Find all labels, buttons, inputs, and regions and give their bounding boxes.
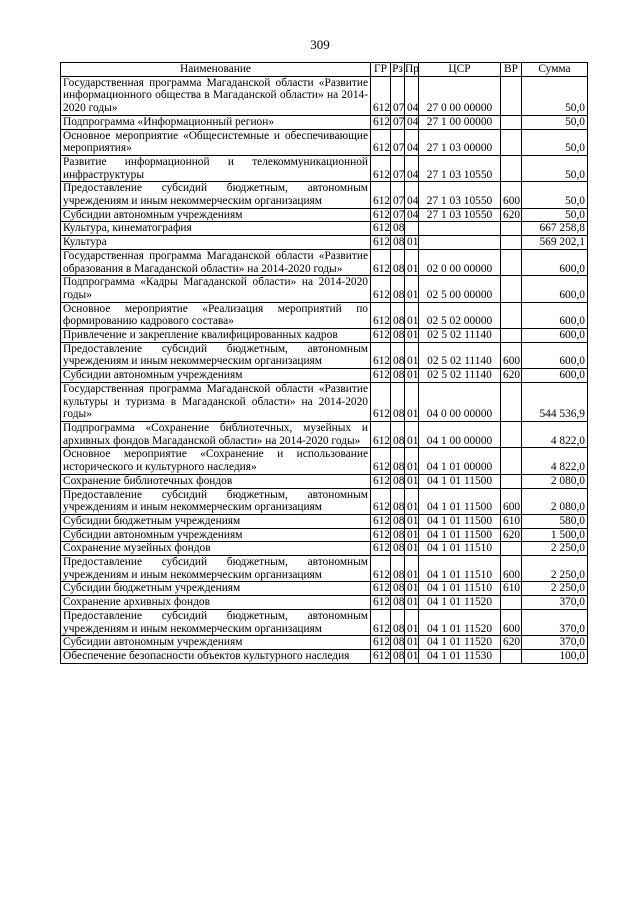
row-name: Предоставление субсидий бюджетным, автономным учреждениям и иным некоммерческим организациям bbox=[61, 556, 371, 582]
row-pr: 01 bbox=[405, 582, 419, 596]
row-gr: 612 bbox=[371, 514, 391, 528]
row-name: Государственная программа Магаданской области «Развитие культуры и туризма в Магаданской области» на 2014-2020 годы» bbox=[61, 382, 371, 421]
row-gr: 612 bbox=[371, 636, 391, 650]
header-row bbox=[61, 63, 588, 77]
row-gr: 612 bbox=[371, 208, 391, 222]
row-name: Субсидии автономным учреждениям bbox=[61, 208, 371, 222]
row-csr: 04 1 01 11520 bbox=[419, 609, 501, 635]
header-csr: ЦСР bbox=[419, 63, 501, 77]
row-name: Государственная программа Магаданской области «Развитие информационного общества в Магаданской области» на 2014-2020 годы» bbox=[61, 76, 371, 115]
row-pr: 01 bbox=[405, 421, 419, 447]
row-vr: 600 bbox=[501, 182, 522, 208]
row-rz: 08 bbox=[391, 342, 405, 368]
header-sum: Сумма bbox=[522, 63, 588, 77]
budget-table bbox=[60, 62, 588, 664]
row-name: Субсидии автономным учреждениям bbox=[61, 528, 371, 542]
table-row bbox=[61, 448, 588, 474]
table-row bbox=[61, 302, 588, 328]
row-gr: 612 bbox=[371, 582, 391, 596]
row-vr bbox=[501, 276, 522, 302]
table-row bbox=[61, 369, 588, 383]
table-body bbox=[61, 76, 588, 663]
row-vr bbox=[501, 249, 522, 275]
row-pr: 01 bbox=[405, 276, 419, 302]
table-row bbox=[61, 514, 588, 528]
row-sum: 2 250,0 bbox=[522, 582, 588, 596]
row-vr: 620 bbox=[501, 208, 522, 222]
row-sum: 667 258,8 bbox=[522, 222, 588, 236]
row-gr: 612 bbox=[371, 382, 391, 421]
row-rz: 08 bbox=[391, 222, 405, 236]
row-rz: 08 bbox=[391, 329, 405, 343]
row-rz: 08 bbox=[391, 448, 405, 474]
row-rz: 08 bbox=[391, 596, 405, 610]
row-vr bbox=[501, 421, 522, 447]
row-rz: 08 bbox=[391, 302, 405, 328]
table-row bbox=[61, 155, 588, 181]
table-row bbox=[61, 222, 588, 236]
row-sum: 100,0 bbox=[522, 649, 588, 663]
row-sum: 580,0 bbox=[522, 514, 588, 528]
row-rz: 07 bbox=[391, 182, 405, 208]
row-sum: 50,0 bbox=[522, 115, 588, 129]
row-rz: 08 bbox=[391, 528, 405, 542]
row-csr: 27 0 00 00000 bbox=[419, 76, 501, 115]
row-pr: 04 bbox=[405, 208, 419, 222]
row-pr: 01 bbox=[405, 556, 419, 582]
row-sum: 2 250,0 bbox=[522, 542, 588, 556]
row-gr: 612 bbox=[371, 155, 391, 181]
row-gr: 612 bbox=[371, 329, 391, 343]
row-pr: 01 bbox=[405, 609, 419, 635]
row-vr bbox=[501, 76, 522, 115]
row-sum: 600,0 bbox=[522, 249, 588, 275]
row-name: Предоставление субсидий бюджетным, автономным учреждениям и иным некоммерческим организациям bbox=[61, 609, 371, 635]
table-row bbox=[61, 636, 588, 650]
table-row bbox=[61, 342, 588, 368]
row-rz: 08 bbox=[391, 556, 405, 582]
row-name: Подпрограмма «Кадры Магаданской области» на 2014-2020 годы» bbox=[61, 276, 371, 302]
row-name: Культура, кинематография bbox=[61, 222, 371, 236]
table-row bbox=[61, 528, 588, 542]
row-csr: 04 1 01 11510 bbox=[419, 582, 501, 596]
row-pr bbox=[405, 222, 419, 236]
row-csr: 04 0 00 00000 bbox=[419, 382, 501, 421]
row-csr: 27 1 00 00000 bbox=[419, 115, 501, 129]
row-sum: 569 202,1 bbox=[522, 236, 588, 250]
row-csr bbox=[419, 236, 501, 250]
row-vr: 600 bbox=[501, 488, 522, 514]
row-sum: 50,0 bbox=[522, 76, 588, 115]
row-rz: 08 bbox=[391, 636, 405, 650]
row-pr: 01 bbox=[405, 528, 419, 542]
row-pr: 01 bbox=[405, 249, 419, 275]
row-sum: 600,0 bbox=[522, 329, 588, 343]
row-name: Государственная программа Магаданской области «Развитие образования в Магаданской области» на 2014-2020 годы» bbox=[61, 249, 371, 275]
row-csr: 27 1 03 00000 bbox=[419, 129, 501, 155]
row-rz: 08 bbox=[391, 514, 405, 528]
row-gr: 612 bbox=[371, 542, 391, 556]
row-name: Развитие информационной и телекоммуникационной инфраструктуры bbox=[61, 155, 371, 181]
row-gr: 612 bbox=[371, 276, 391, 302]
table-row bbox=[61, 276, 588, 302]
row-name: Привлечение и закрепление квалифицированных кадров bbox=[61, 329, 371, 343]
row-gr: 612 bbox=[371, 342, 391, 368]
row-pr: 01 bbox=[405, 329, 419, 343]
header-vr: ВР bbox=[501, 63, 522, 77]
row-gr: 612 bbox=[371, 649, 391, 663]
row-rz: 08 bbox=[391, 542, 405, 556]
row-sum: 544 536,9 bbox=[522, 382, 588, 421]
row-sum: 600,0 bbox=[522, 302, 588, 328]
row-rz: 08 bbox=[391, 382, 405, 421]
row-name: Субсидии бюджетным учреждениям bbox=[61, 582, 371, 596]
row-vr bbox=[501, 382, 522, 421]
row-pr: 01 bbox=[405, 342, 419, 368]
table-row bbox=[61, 649, 588, 663]
row-gr: 612 bbox=[371, 609, 391, 635]
row-csr: 02 0 00 00000 bbox=[419, 249, 501, 275]
row-vr: 600 bbox=[501, 556, 522, 582]
row-rz: 08 bbox=[391, 236, 405, 250]
row-rz: 08 bbox=[391, 582, 405, 596]
row-vr bbox=[501, 649, 522, 663]
row-name: Субсидии автономным учреждениям bbox=[61, 369, 371, 383]
row-pr: 04 bbox=[405, 115, 419, 129]
row-gr: 612 bbox=[371, 474, 391, 488]
row-vr: 620 bbox=[501, 528, 522, 542]
table-row bbox=[61, 208, 588, 222]
row-csr: 02 5 02 11140 bbox=[419, 369, 501, 383]
table-row bbox=[61, 329, 588, 343]
row-sum: 600,0 bbox=[522, 369, 588, 383]
row-sum: 50,0 bbox=[522, 129, 588, 155]
row-csr: 04 1 01 11510 bbox=[419, 542, 501, 556]
row-sum: 1 500,0 bbox=[522, 528, 588, 542]
row-pr: 04 bbox=[405, 155, 419, 181]
table-row bbox=[61, 182, 588, 208]
row-name: Основное мероприятие «Сохранение и использование исторического и культурного наследия» bbox=[61, 448, 371, 474]
row-vr: 620 bbox=[501, 636, 522, 650]
row-rz: 08 bbox=[391, 488, 405, 514]
row-sum: 2 080,0 bbox=[522, 474, 588, 488]
row-csr: 04 1 01 11500 bbox=[419, 474, 501, 488]
row-csr: 02 5 02 11140 bbox=[419, 329, 501, 343]
header-name: Наименование bbox=[61, 63, 371, 77]
row-vr bbox=[501, 542, 522, 556]
row-pr: 01 bbox=[405, 236, 419, 250]
row-csr: 02 5 02 11140 bbox=[419, 342, 501, 368]
row-gr: 612 bbox=[371, 182, 391, 208]
table-row bbox=[61, 542, 588, 556]
row-name: Культура bbox=[61, 236, 371, 250]
row-rz: 08 bbox=[391, 369, 405, 383]
row-rz: 08 bbox=[391, 249, 405, 275]
row-pr: 01 bbox=[405, 369, 419, 383]
row-pr: 01 bbox=[405, 448, 419, 474]
row-gr: 612 bbox=[371, 556, 391, 582]
row-name: Сохранение библиотечных фондов bbox=[61, 474, 371, 488]
row-gr: 612 bbox=[371, 421, 391, 447]
row-sum: 370,0 bbox=[522, 596, 588, 610]
row-name: Сохранение музейных фондов bbox=[61, 542, 371, 556]
header-pr: Пр bbox=[405, 63, 419, 75]
row-rz: 07 bbox=[391, 76, 405, 115]
row-pr: 01 bbox=[405, 636, 419, 650]
row-csr bbox=[419, 222, 501, 236]
row-pr: 01 bbox=[405, 382, 419, 421]
row-gr: 612 bbox=[371, 76, 391, 115]
page-number: 309 bbox=[310, 37, 330, 52]
row-vr: 610 bbox=[501, 514, 522, 528]
row-name: Основное мероприятие «Общесистемные и обеспечивающие мероприятия» bbox=[61, 129, 371, 155]
row-sum: 370,0 bbox=[522, 636, 588, 650]
row-vr bbox=[501, 302, 522, 328]
row-gr: 612 bbox=[371, 129, 391, 155]
row-name: Предоставление субсидий бюджетным, автономным учреждениям и иным некоммерческим организациям bbox=[61, 488, 371, 514]
row-csr: 04 1 01 11500 bbox=[419, 514, 501, 528]
row-vr bbox=[501, 474, 522, 488]
row-gr: 612 bbox=[371, 596, 391, 610]
row-rz: 07 bbox=[391, 129, 405, 155]
row-vr bbox=[501, 129, 522, 155]
row-rz: 08 bbox=[391, 276, 405, 302]
row-name: Субсидии бюджетным учреждениям bbox=[61, 514, 371, 528]
table-row bbox=[61, 129, 588, 155]
row-sum: 2 250,0 bbox=[522, 556, 588, 582]
row-rz: 07 bbox=[391, 208, 405, 222]
row-pr: 01 bbox=[405, 302, 419, 328]
row-gr: 612 bbox=[371, 528, 391, 542]
row-vr bbox=[501, 222, 522, 236]
row-name: Подпрограмма «Сохранение библиотечных, музейных и архивных фондов Магаданской области» на 2014-2020 годы» bbox=[61, 421, 371, 447]
row-pr: 01 bbox=[405, 488, 419, 514]
row-gr: 612 bbox=[371, 222, 391, 236]
row-pr: 04 bbox=[405, 182, 419, 208]
row-vr bbox=[501, 596, 522, 610]
row-rz: 07 bbox=[391, 155, 405, 181]
row-csr: 27 1 03 10550 bbox=[419, 208, 501, 222]
row-pr: 04 bbox=[405, 129, 419, 155]
row-csr: 04 1 01 00000 bbox=[419, 448, 501, 474]
row-vr: 600 bbox=[501, 609, 522, 635]
table-row bbox=[61, 421, 588, 447]
row-csr: 04 1 00 00000 bbox=[419, 421, 501, 447]
row-gr: 612 bbox=[371, 488, 391, 514]
row-rz: 07 bbox=[391, 115, 405, 129]
row-gr: 612 bbox=[371, 115, 391, 129]
row-csr: 02 5 00 00000 bbox=[419, 276, 501, 302]
row-csr: 04 1 01 11520 bbox=[419, 636, 501, 650]
row-vr bbox=[501, 329, 522, 343]
row-rz: 08 bbox=[391, 609, 405, 635]
table-row bbox=[61, 236, 588, 250]
row-sum: 50,0 bbox=[522, 182, 588, 208]
row-csr: 02 5 02 00000 bbox=[419, 302, 501, 328]
table-row bbox=[61, 582, 588, 596]
row-pr: 04 bbox=[405, 76, 419, 115]
header-gr: ГР bbox=[371, 63, 391, 77]
row-pr: 01 bbox=[405, 514, 419, 528]
table-row bbox=[61, 249, 588, 275]
row-sum: 4 822,0 bbox=[522, 448, 588, 474]
row-name: Субсидии автономным учреждениям bbox=[61, 636, 371, 650]
row-rz: 08 bbox=[391, 421, 405, 447]
row-rz: 08 bbox=[391, 649, 405, 663]
row-name: Предоставление субсидий бюджетным, автономным учреждениям и иным некоммерческим организациям bbox=[61, 342, 371, 368]
row-vr bbox=[501, 448, 522, 474]
row-vr: 620 bbox=[501, 369, 522, 383]
row-name: Подпрограмма «Информационный регион» bbox=[61, 115, 371, 129]
row-name: Предоставление субсидий бюджетным, автономным учреждениям и иным некоммерческим организациям bbox=[61, 182, 371, 208]
table-row bbox=[61, 474, 588, 488]
row-name: Основное мероприятие «Реализация мероприятий по формированию кадрового состава» bbox=[61, 302, 371, 328]
row-name: Сохранение архивных фондов bbox=[61, 596, 371, 610]
row-sum: 4 822,0 bbox=[522, 421, 588, 447]
row-sum: 600,0 bbox=[522, 342, 588, 368]
row-pr: 01 bbox=[405, 542, 419, 556]
row-vr: 610 bbox=[501, 582, 522, 596]
row-gr: 612 bbox=[371, 302, 391, 328]
table-row bbox=[61, 115, 588, 129]
row-csr: 27 1 03 10550 bbox=[419, 182, 501, 208]
table-row bbox=[61, 76, 588, 115]
row-pr: 01 bbox=[405, 596, 419, 610]
row-csr: 04 1 01 11520 bbox=[419, 596, 501, 610]
header-rz: Рз bbox=[392, 63, 403, 75]
row-pr: 01 bbox=[405, 474, 419, 488]
table-row bbox=[61, 609, 588, 635]
row-sum: 50,0 bbox=[522, 155, 588, 181]
row-csr: 27 1 03 10550 bbox=[419, 155, 501, 181]
row-csr: 04 1 01 11500 bbox=[419, 488, 501, 514]
row-csr: 04 1 01 11510 bbox=[419, 556, 501, 582]
row-csr: 04 1 01 11530 bbox=[419, 649, 501, 663]
row-name: Обеспечение безопасности объектов культурного наследия bbox=[61, 649, 371, 663]
row-gr: 612 bbox=[371, 236, 391, 250]
row-vr: 600 bbox=[501, 342, 522, 368]
row-vr bbox=[501, 236, 522, 250]
row-vr bbox=[501, 155, 522, 181]
table-row bbox=[61, 488, 588, 514]
row-sum: 600,0 bbox=[522, 276, 588, 302]
row-sum: 370,0 bbox=[522, 609, 588, 635]
row-gr: 612 bbox=[371, 448, 391, 474]
row-csr: 04 1 01 11500 bbox=[419, 528, 501, 542]
row-gr: 612 bbox=[371, 369, 391, 383]
row-vr bbox=[501, 115, 522, 129]
row-gr: 612 bbox=[371, 249, 391, 275]
row-pr: 01 bbox=[405, 649, 419, 663]
row-rz: 08 bbox=[391, 474, 405, 488]
table-row bbox=[61, 382, 588, 421]
table-row bbox=[61, 556, 588, 582]
table-row bbox=[61, 596, 588, 610]
row-sum: 2 080,0 bbox=[522, 488, 588, 514]
row-sum: 50,0 bbox=[522, 208, 588, 222]
